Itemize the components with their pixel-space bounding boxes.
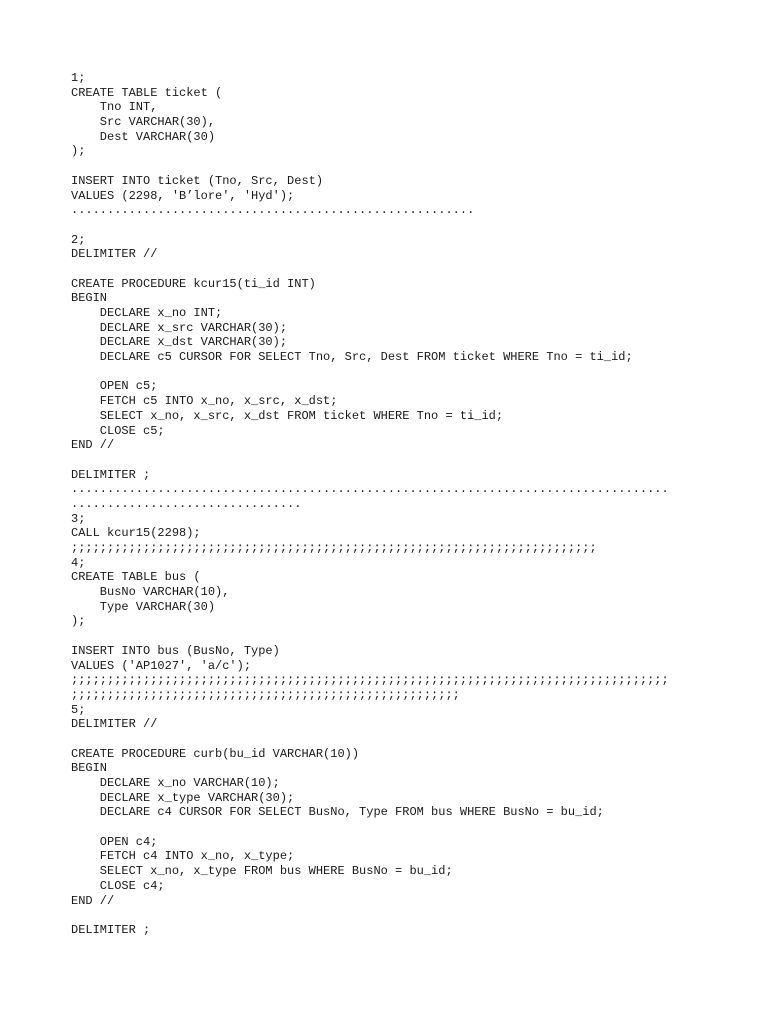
code-line: DECLARE x_type VARCHAR(30); [71,790,295,805]
code-line: Src VARCHAR(30), [71,115,216,130]
code-line: DECLARE x_no VARCHAR(10); [71,776,280,790]
code-line: BEGIN [71,291,108,306]
code-line: DECLARE x_no INT; [71,306,223,320]
code-line: OPEN c4; [71,834,158,849]
code-line: DELIMITER // [71,247,158,262]
code-line [71,262,669,277]
code-line: DELIMITER ; [71,922,151,937]
code-line: END // [71,893,115,908]
code-line: CREATE PROCEDURE curb(bu_id VARCHAR(10)) [71,746,360,761]
code-line: 3; [71,511,86,526]
code-line [71,159,669,174]
code-line: 4; [71,555,86,570]
code-line: ;;;;;;;;;;;;;;;;;;;;;;;;;;;;;;;;;;;;;;;;;;;;;;;;;;;;;;;;;;;;;;;;;;;;;;;;;;;;;;;;;;; [71,673,669,688]
code-line: DELIMITER // [71,717,158,732]
code-line: Tno INT, [71,100,158,115]
code-line: FETCH c5 INTO x_no, x_src, x_dst; [71,394,338,409]
code-line: ................................ [71,496,302,511]
code-line: DELIMITER ; [71,467,151,482]
code-line: BusNo VARCHAR(10), [71,585,230,600]
code-line: CLOSE c4; [71,878,165,893]
code-line: INSERT INTO bus (BusNo, Type) [71,643,280,658]
code-line [71,453,669,468]
code-line: 5; [71,702,86,717]
code-line: CLOSE c5; [71,423,165,438]
code-line: CREATE TABLE ticket ( [71,85,223,100]
code-line [71,820,669,835]
code-line: SELECT x_no, x_src, x_dst FROM ticket WHERE Tno = ti_id; [71,408,504,423]
code-line: 2; [71,232,86,247]
code-line: OPEN c5; [71,379,158,394]
code-line: ); [71,144,86,159]
code-line: CREATE TABLE bus ( [71,570,201,585]
code-line: INSERT INTO ticket (Tno, Src, Dest) [71,173,324,188]
code-line: FETCH c4 INTO x_no, x_type; [71,849,295,864]
code-line: END // [71,438,115,453]
code-line [71,218,669,233]
code-line: CREATE PROCEDURE kcur15(ti_id INT) [71,276,316,291]
code-line: DECLARE c5 CURSOR FOR SELECT Tno, Src, Dest FROM ticket WHERE Tno = ti_id; [71,350,633,365]
sql-code-listing [71,71,669,938]
code-line: DECLARE c4 CURSOR FOR SELECT BusNo, Type FROM bus WHERE BusNo = bu_id; [71,805,604,820]
code-line: ;;;;;;;;;;;;;;;;;;;;;;;;;;;;;;;;;;;;;;;;;;;;;;;;;;;;;; [71,687,460,702]
code-line: ;;;;;;;;;;;;;;;;;;;;;;;;;;;;;;;;;;;;;;;;;;;;;;;;;;;;;;;;;;;;;;;;;;;;;;;;; [71,541,597,555]
code-line: DECLARE x_src VARCHAR(30); [71,320,288,335]
code-line: DECLARE x_dst VARCHAR(30); [71,335,288,350]
code-line: VALUES (2298, 'B’lore', 'Hyd'); [71,188,295,203]
code-line: 1; [71,71,86,85]
code-line [71,908,669,923]
code-line: ................................................................................... [71,482,669,497]
code-line: VALUES ('AP1027', 'a/c'); [71,658,252,673]
code-line: SELECT x_no, x_type FROM bus WHERE BusNo = bu_id; [71,864,453,879]
code-line: Dest VARCHAR(30) [71,129,216,144]
code-line: ........................................................ [71,203,475,218]
code-line: ); [71,614,86,629]
code-line [71,365,669,380]
code-line [71,732,669,747]
code-line: CALL kcur15(2298); [71,526,201,541]
code-line: Type VARCHAR(30) [71,599,216,614]
code-line: BEGIN [71,761,108,776]
code-line [71,629,669,644]
